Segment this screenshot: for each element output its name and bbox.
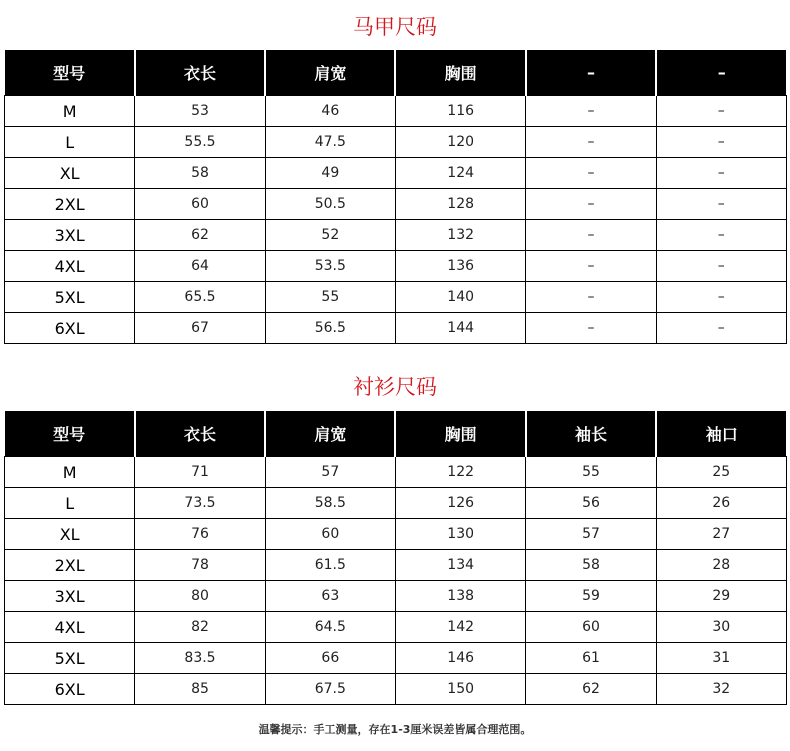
column-header: 衣长: [135, 411, 265, 457]
table-cell: 64.5: [265, 612, 395, 643]
table-row: [5, 220, 787, 251]
table-cell: 62: [526, 674, 656, 705]
size-model-cell: M: [5, 457, 135, 488]
column-header: 袖口: [656, 411, 786, 457]
column-header: 胸围: [395, 50, 525, 96]
table-row: [5, 581, 787, 612]
table-cell: 60: [135, 189, 265, 220]
table-cell: 32: [656, 674, 786, 705]
table-row: [5, 519, 787, 550]
table-cell: 26: [656, 488, 786, 519]
table-cell: 132: [395, 220, 525, 251]
table-cell: 29: [656, 581, 786, 612]
column-header: 胸围: [395, 411, 525, 457]
table-cell: 57: [526, 519, 656, 550]
table-cell: 66: [265, 643, 395, 674]
table-cell: 116: [395, 96, 525, 127]
table-cell: 150: [395, 674, 525, 705]
size-model-cell: 4XL: [5, 612, 135, 643]
table-cell: 128: [395, 189, 525, 220]
size-model-cell: 2XL: [5, 189, 135, 220]
table-cell: –: [656, 127, 786, 158]
table-cell: 82: [135, 612, 265, 643]
table-cell: 144: [395, 313, 525, 344]
table-cell: –: [526, 158, 656, 189]
column-header: 袖长: [526, 411, 656, 457]
table-cell: 61: [526, 643, 656, 674]
table-cell: 67: [135, 313, 265, 344]
size-model-cell: XL: [5, 519, 135, 550]
table-cell: 28: [656, 550, 786, 581]
table-cell: 136: [395, 251, 525, 282]
table-cell: 64: [135, 251, 265, 282]
table-row: [5, 158, 787, 189]
table-row: [5, 127, 787, 158]
table-cell: 56: [526, 488, 656, 519]
table-cell: 138: [395, 581, 525, 612]
table-cell: 134: [395, 550, 525, 581]
table-cell: –: [526, 127, 656, 158]
table-cell: –: [656, 251, 786, 282]
table-cell: 120: [395, 127, 525, 158]
table-cell: 56.5: [265, 313, 395, 344]
table-cell: –: [656, 189, 786, 220]
table-cell: 140: [395, 282, 525, 313]
size-model-cell: L: [5, 488, 135, 519]
table-cell: 65.5: [135, 282, 265, 313]
measurement-note: 温馨提示：手工测量，存在1-3厘米误差皆属合理范围。: [258, 723, 532, 736]
table-row: [5, 488, 787, 519]
table-cell: –: [526, 220, 656, 251]
table-cell: 58: [526, 550, 656, 581]
table-cell: –: [526, 282, 656, 313]
table-cell: 60: [265, 519, 395, 550]
table-header-row: [5, 411, 787, 457]
table-cell: 130: [395, 519, 525, 550]
table-cell: 53: [135, 96, 265, 127]
size-model-cell: 5XL: [5, 643, 135, 674]
table-cell: 49: [265, 158, 395, 189]
size-model-cell: 3XL: [5, 220, 135, 251]
table-cell: 55: [265, 282, 395, 313]
table-cell: 50.5: [265, 189, 395, 220]
table-cell: 46: [265, 96, 395, 127]
table-cell: 60: [526, 612, 656, 643]
size-model-cell: 6XL: [5, 313, 135, 344]
table-cell: 55.5: [135, 127, 265, 158]
table-cell: 59: [526, 581, 656, 612]
table-cell: 63: [265, 581, 395, 612]
table-row: [5, 550, 787, 581]
table-cell: –: [526, 313, 656, 344]
table-cell: 73.5: [135, 488, 265, 519]
table-cell: –: [656, 158, 786, 189]
table-row: [5, 251, 787, 282]
table-cell: 47.5: [265, 127, 395, 158]
table-cell: 27: [656, 519, 786, 550]
size-model-cell: 4XL: [5, 251, 135, 282]
table-cell: 31: [656, 643, 786, 674]
column-header: 衣长: [135, 50, 265, 96]
shirt-size-table: [4, 411, 787, 705]
table-cell: –: [526, 189, 656, 220]
vest-size-title: 马甲尺码: [353, 15, 437, 39]
shirt-size-title: 衬衫尺码: [353, 375, 437, 399]
table-cell: 78: [135, 550, 265, 581]
table-cell: –: [656, 220, 786, 251]
table-cell: 58: [135, 158, 265, 189]
table-cell: 80: [135, 581, 265, 612]
table-cell: –: [526, 96, 656, 127]
table-cell: 55: [526, 457, 656, 488]
size-model-cell: XL: [5, 158, 135, 189]
table-cell: –: [656, 96, 786, 127]
table-row: [5, 282, 787, 313]
table-cell: 62: [135, 220, 265, 251]
size-model-cell: M: [5, 96, 135, 127]
table-cell: 30: [656, 612, 786, 643]
table-row: [5, 96, 787, 127]
column-header: 肩宽: [265, 411, 395, 457]
size-model-cell: 5XL: [5, 282, 135, 313]
column-header: –: [526, 50, 656, 96]
table-row: [5, 612, 787, 643]
size-model-cell: 6XL: [5, 674, 135, 705]
table-cell: 126: [395, 488, 525, 519]
column-header: 型号: [5, 50, 135, 96]
table-row: [5, 313, 787, 344]
table-cell: 85: [135, 674, 265, 705]
size-model-cell: L: [5, 127, 135, 158]
table-row: [5, 457, 787, 488]
table-cell: 61.5: [265, 550, 395, 581]
table-cell: –: [656, 313, 786, 344]
size-model-cell: 2XL: [5, 550, 135, 581]
table-header-row: [5, 50, 787, 96]
table-cell: 76: [135, 519, 265, 550]
table-cell: 52: [265, 220, 395, 251]
table-cell: 124: [395, 158, 525, 189]
table-cell: 57: [265, 457, 395, 488]
column-header: –: [656, 50, 786, 96]
column-header: 型号: [5, 411, 135, 457]
table-cell: 146: [395, 643, 525, 674]
table-cell: 71: [135, 457, 265, 488]
table-cell: 83.5: [135, 643, 265, 674]
table-cell: 67.5: [265, 674, 395, 705]
table-cell: 53.5: [265, 251, 395, 282]
table-row: [5, 643, 787, 674]
vest-size-table: [4, 50, 787, 344]
table-cell: –: [656, 282, 786, 313]
table-cell: –: [526, 251, 656, 282]
table-cell: 122: [395, 457, 525, 488]
table-row: [5, 189, 787, 220]
table-row: [5, 674, 787, 705]
size-model-cell: 3XL: [5, 581, 135, 612]
table-cell: 25: [656, 457, 786, 488]
column-header: 肩宽: [265, 50, 395, 96]
table-cell: 142: [395, 612, 525, 643]
table-cell: 58.5: [265, 488, 395, 519]
